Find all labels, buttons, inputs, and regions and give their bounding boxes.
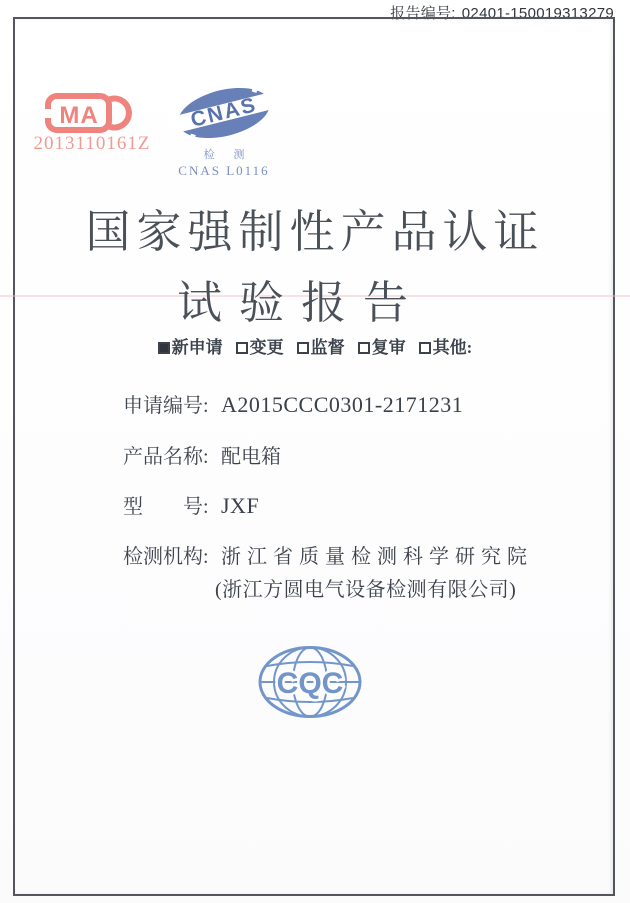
- field-application-number-label: 申请编号:: [123, 395, 209, 417]
- report-number-value: 02401-150019313279: [461, 5, 614, 22]
- cnas-wordmark: CNAS: [188, 93, 260, 132]
- field-test-organization-value: 浙江省质量检测科学研究院: [221, 546, 533, 568]
- field-product-name: [123, 444, 281, 470]
- cma-wordmark: MA: [59, 102, 99, 129]
- cqc-wordmark: CQC: [276, 667, 344, 700]
- checkbox-new-application-label: 新申请: [171, 338, 223, 357]
- checkbox-other-label: 其他:: [432, 338, 473, 357]
- field-application-number: [123, 392, 463, 419]
- checkbox-supervision-label: 监督: [310, 338, 345, 357]
- field-test-organization: [123, 544, 533, 570]
- checkbox-change-box: [236, 342, 248, 354]
- checkbox-change-label: 变更: [249, 338, 284, 357]
- field-product-name-value: 配电箱: [221, 446, 281, 468]
- cqc-logo-icon: [258, 645, 362, 719]
- checkbox-new-application: [158, 339, 223, 356]
- cqc-logo: [258, 645, 362, 719]
- cnas-cert-number: CNAS L0116: [178, 163, 270, 178]
- checkbox-other-box: [419, 342, 431, 354]
- checkbox-review-label: 复审: [371, 338, 406, 357]
- checkbox-review: [358, 339, 406, 356]
- checkbox-change: [236, 339, 284, 356]
- field-test-organization-label: 检测机构:: [123, 546, 209, 568]
- field-model: [123, 493, 259, 520]
- cma-logo-icon: [45, 93, 133, 133]
- cnas-caption: 检 测: [203, 149, 253, 161]
- field-test-organization-subsidiary: (浙江方圆电气设备检测有限公司): [215, 579, 517, 601]
- checkbox-other: [419, 339, 473, 356]
- document-title-line1: 国家强制性产品认证: [85, 207, 545, 257]
- document-title-line2: 试验报告: [176, 278, 425, 328]
- field-application-number-value: A2015CCC0301-2171231: [221, 392, 464, 417]
- checkbox-new-application-box: [158, 342, 170, 354]
- cma-logo: [45, 93, 133, 133]
- checkbox-supervision: [297, 339, 345, 356]
- application-type-row: [0, 339, 630, 356]
- field-model-value: JXF: [221, 493, 260, 518]
- report-number-label: 报告编号:: [390, 5, 456, 22]
- cma-certificate-code: 2013110161Z: [33, 133, 151, 154]
- cnas-logo: [170, 82, 278, 179]
- checkbox-supervision-box: [297, 342, 309, 354]
- field-product-name-label: 产品名称:: [123, 446, 209, 468]
- field-model-label: 型 号:: [123, 496, 209, 518]
- checkbox-review-box: [358, 342, 370, 354]
- cnas-logo-icon: [174, 82, 274, 144]
